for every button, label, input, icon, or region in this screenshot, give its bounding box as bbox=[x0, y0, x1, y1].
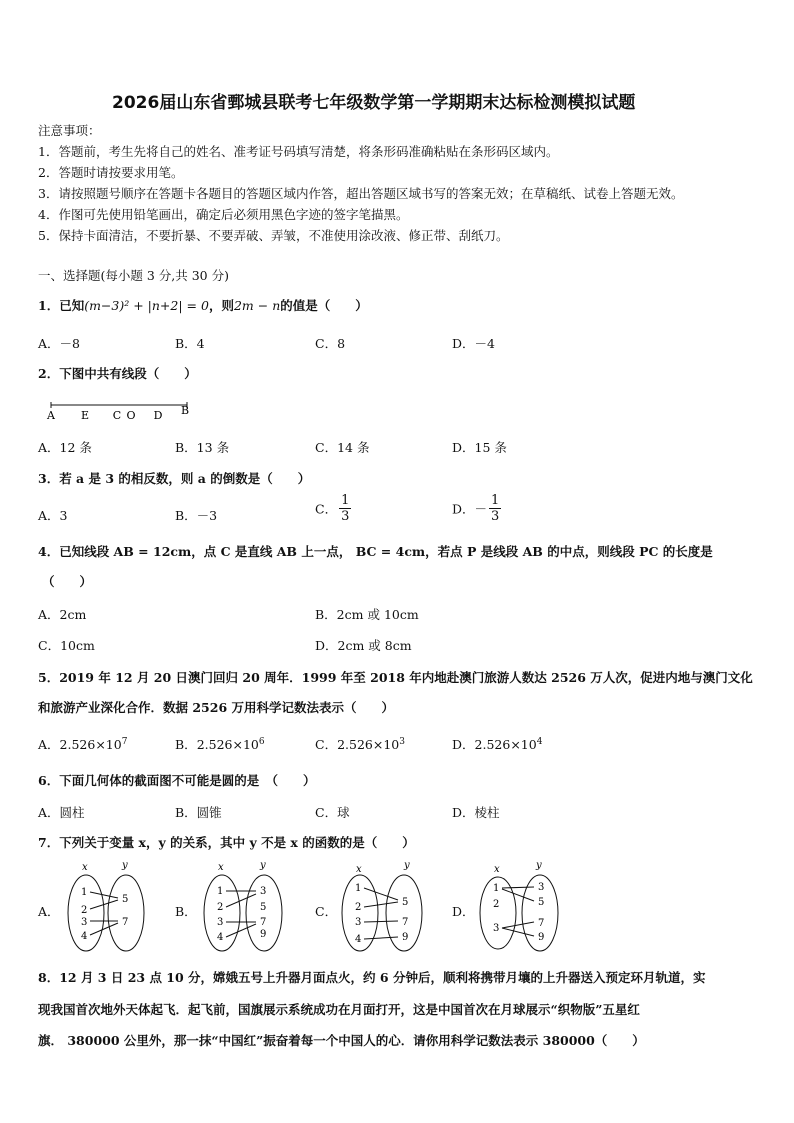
svg-text:7: 7 bbox=[538, 918, 545, 929]
question-8-line-2: 现我国首次地外天体起飞．起飞前，国旗展示系统成功在月面打开，这是中国首次在月球展示“织物版”五星红 bbox=[38, 1002, 640, 1017]
q5-option-a: A．$2.526\times 10^7$ bbox=[38, 736, 128, 752]
notice-item-2: 2．答题时请按要求用笔。 bbox=[38, 165, 184, 180]
q6-option-d: D．棱柱 bbox=[452, 805, 500, 820]
svg-text:5: 5 bbox=[260, 902, 267, 913]
q3-option-c bbox=[315, 494, 351, 523]
q2-option-d: D．15 条 bbox=[452, 440, 507, 455]
svg-text:y: y bbox=[122, 860, 128, 871]
svg-text:2: 2 bbox=[493, 899, 500, 910]
q4-option-b: B．2cm 或 10cm bbox=[315, 607, 419, 622]
q1-suffix: 的值是（ ） bbox=[280, 298, 368, 313]
q1-prefix: 1．已知 bbox=[38, 298, 85, 313]
question-8-line-1: 8．12 月 3 日 23 点 10 分，嫦娥五号上升器月面点火，约 6 分钟后，顺利将携带月壤的上升器送入预定环月轨道，实 bbox=[38, 970, 706, 985]
segment-figure bbox=[45, 398, 195, 422]
q1-option-b: B．4 bbox=[175, 336, 205, 351]
question-5-line-1: 5．2019 年 12 月 20 日澳门回归 20 周年．1999 年至 2018 年内地赴澳门旅游人数达 2526 万人次，促进内地与澳门文化 bbox=[38, 670, 753, 685]
q2-option-b: B．13 条 bbox=[175, 440, 230, 455]
point-o-label: O bbox=[126, 409, 136, 422]
q1-mid: ，则 bbox=[208, 298, 234, 313]
svg-text:5: 5 bbox=[122, 894, 129, 905]
fraction-denominator: 3 bbox=[341, 509, 350, 524]
notice-item-3: 3．请按照题号顺序在答题卡各题目的答题区域内作答，超出答题区域书写的答案无效；在草稿纸、试卷上答题无效。 bbox=[38, 186, 684, 201]
question-5-line-2: 和旅游产业深化合作．数据 2526 万用科学记数法表示（ ） bbox=[38, 700, 394, 715]
question-7: 7．下列关于变量 x，y 的关系，其中 y 不是 x 的函数的是（ ） bbox=[38, 835, 415, 850]
q4-option-a: A．2cm bbox=[38, 607, 87, 622]
mapping-diagram-a bbox=[62, 858, 152, 956]
svg-text:3: 3 bbox=[538, 882, 545, 893]
svg-text:2: 2 bbox=[81, 905, 88, 916]
svg-text:y: y bbox=[404, 860, 410, 871]
fraction-neg-one-third bbox=[489, 494, 501, 523]
svg-text:9: 9 bbox=[402, 932, 409, 943]
svg-text:y: y bbox=[536, 860, 542, 871]
svg-text:y: y bbox=[260, 860, 266, 871]
svg-text:4: 4 bbox=[355, 934, 362, 945]
svg-text:x: x bbox=[218, 862, 224, 873]
q7-option-b-label: B． bbox=[175, 904, 197, 919]
q7-option-d-label: D． bbox=[452, 904, 475, 919]
q1-option-d: D．－4 bbox=[452, 336, 495, 351]
q7-option-c-label: C． bbox=[315, 904, 338, 919]
svg-text:9: 9 bbox=[538, 932, 545, 943]
svg-text:9: 9 bbox=[260, 929, 267, 940]
svg-text:1: 1 bbox=[493, 883, 500, 894]
svg-text:x: x bbox=[356, 864, 362, 875]
notice-item-1: 1．答题前，考生先将自己的姓名、准考证号码填写清楚，将条形码准确粘贴在条形码区域内。 bbox=[38, 144, 559, 159]
svg-text:x: x bbox=[494, 864, 500, 875]
point-b-label: B bbox=[180, 404, 190, 417]
question-1 bbox=[38, 296, 368, 314]
page-title: 2026届山东省鄄城县联考七年级数学第一学期期末达标检测模拟试题 bbox=[112, 93, 636, 113]
q5-option-c: C．$2.526\times 10^3$ bbox=[315, 736, 405, 752]
svg-text:4: 4 bbox=[217, 932, 224, 943]
notice-item-4: 4．作图可先使用铅笔画出，确定后必须用黑色字迹的签字笔描黑。 bbox=[38, 207, 409, 222]
q1-equation: (m−3)² + |n+2| = 0 bbox=[84, 298, 209, 313]
mapping-diagram-c bbox=[336, 858, 426, 956]
question-4-line-1: 4．已知线段 AB = 12cm，点 C 是直线 AB 上一点， BC = 4cm，若点 P 是线段 AB 的中点，则线段 PC 的长度是 bbox=[38, 544, 713, 559]
q2-option-a: A．12 条 bbox=[38, 440, 92, 455]
question-2: 2．下图中共有线段（ ） bbox=[38, 366, 197, 381]
svg-text:3: 3 bbox=[355, 917, 362, 928]
mapping-diagram-d bbox=[474, 858, 564, 956]
question-8-line-3: 旗． 380000 公里外，那一抹“中国红”振奋着每一个中国人的心．请你用科学记数法表示 380000（ ） bbox=[38, 1033, 645, 1048]
q1-expression: 2m − n bbox=[233, 298, 281, 313]
question-3: 3．若 a 是 3 的相反数，则 a 的倒数是（ ） bbox=[38, 471, 311, 486]
mapping-diagram-b bbox=[198, 858, 288, 956]
svg-text:5: 5 bbox=[402, 897, 409, 908]
svg-text:3: 3 bbox=[493, 923, 500, 934]
point-e-label: E bbox=[80, 409, 90, 422]
svg-text:7: 7 bbox=[122, 917, 129, 928]
q6-option-b: B．圆锥 bbox=[175, 805, 222, 820]
notice-item-5: 5．保持卡面清洁，不要折暴、不要弄破、弄皱，不准使用涂改液、修正带、刮纸刀。 bbox=[38, 228, 509, 243]
q7-option-a-label: A． bbox=[38, 904, 60, 919]
svg-text:4: 4 bbox=[81, 931, 88, 942]
q3-option-a: A．3 bbox=[38, 508, 68, 523]
q3-option-c-label: C． bbox=[315, 501, 338, 517]
q3-option-b: B．－3 bbox=[175, 508, 218, 523]
notice-heading: 注意事项： bbox=[38, 123, 101, 138]
q4-option-d: D．2cm 或 8cm bbox=[315, 638, 412, 653]
fraction-one-third bbox=[339, 494, 351, 523]
q6-option-c: C．球 bbox=[315, 805, 350, 820]
svg-text:1: 1 bbox=[81, 887, 88, 898]
q5-option-d: D．$2.526\times 10^4$ bbox=[452, 736, 543, 752]
q4-option-c: C．10cm bbox=[38, 638, 95, 653]
fraction-numerator: 1 bbox=[341, 493, 350, 508]
q5-option-b: B．$2.526\times 10^6$ bbox=[175, 736, 265, 752]
question-4-line-2: （ ） bbox=[42, 574, 93, 589]
section-heading: 一、选择题(每小题 3 分,共 30 分) bbox=[38, 268, 229, 283]
svg-text:1: 1 bbox=[355, 883, 362, 894]
svg-text:1: 1 bbox=[217, 886, 224, 897]
q1-option-a: A．－8 bbox=[38, 336, 80, 351]
svg-text:2: 2 bbox=[355, 902, 362, 913]
point-d-label: D bbox=[153, 409, 163, 422]
q1-option-c: C．8 bbox=[315, 336, 346, 351]
svg-text:5: 5 bbox=[538, 897, 545, 908]
q3-option-d bbox=[452, 494, 501, 523]
q2-option-c: C．14 条 bbox=[315, 440, 370, 455]
fraction-numerator: 1 bbox=[491, 493, 500, 508]
q6-option-a: A．圆柱 bbox=[38, 805, 85, 820]
svg-text:3: 3 bbox=[217, 917, 224, 928]
point-a-label: A bbox=[47, 409, 55, 422]
question-6: 6．下面几何体的截面图不可能是圆的是 （ ） bbox=[38, 773, 316, 788]
svg-text:x: x bbox=[82, 862, 88, 873]
svg-text:3: 3 bbox=[81, 917, 88, 928]
svg-text:3: 3 bbox=[260, 886, 267, 897]
q3-option-d-label: D．－ bbox=[452, 501, 488, 517]
svg-text:7: 7 bbox=[402, 917, 409, 928]
svg-text:2: 2 bbox=[217, 902, 224, 913]
point-c-label: C bbox=[112, 409, 122, 422]
fraction-denominator: 3 bbox=[491, 509, 500, 524]
svg-text:7: 7 bbox=[260, 917, 267, 928]
